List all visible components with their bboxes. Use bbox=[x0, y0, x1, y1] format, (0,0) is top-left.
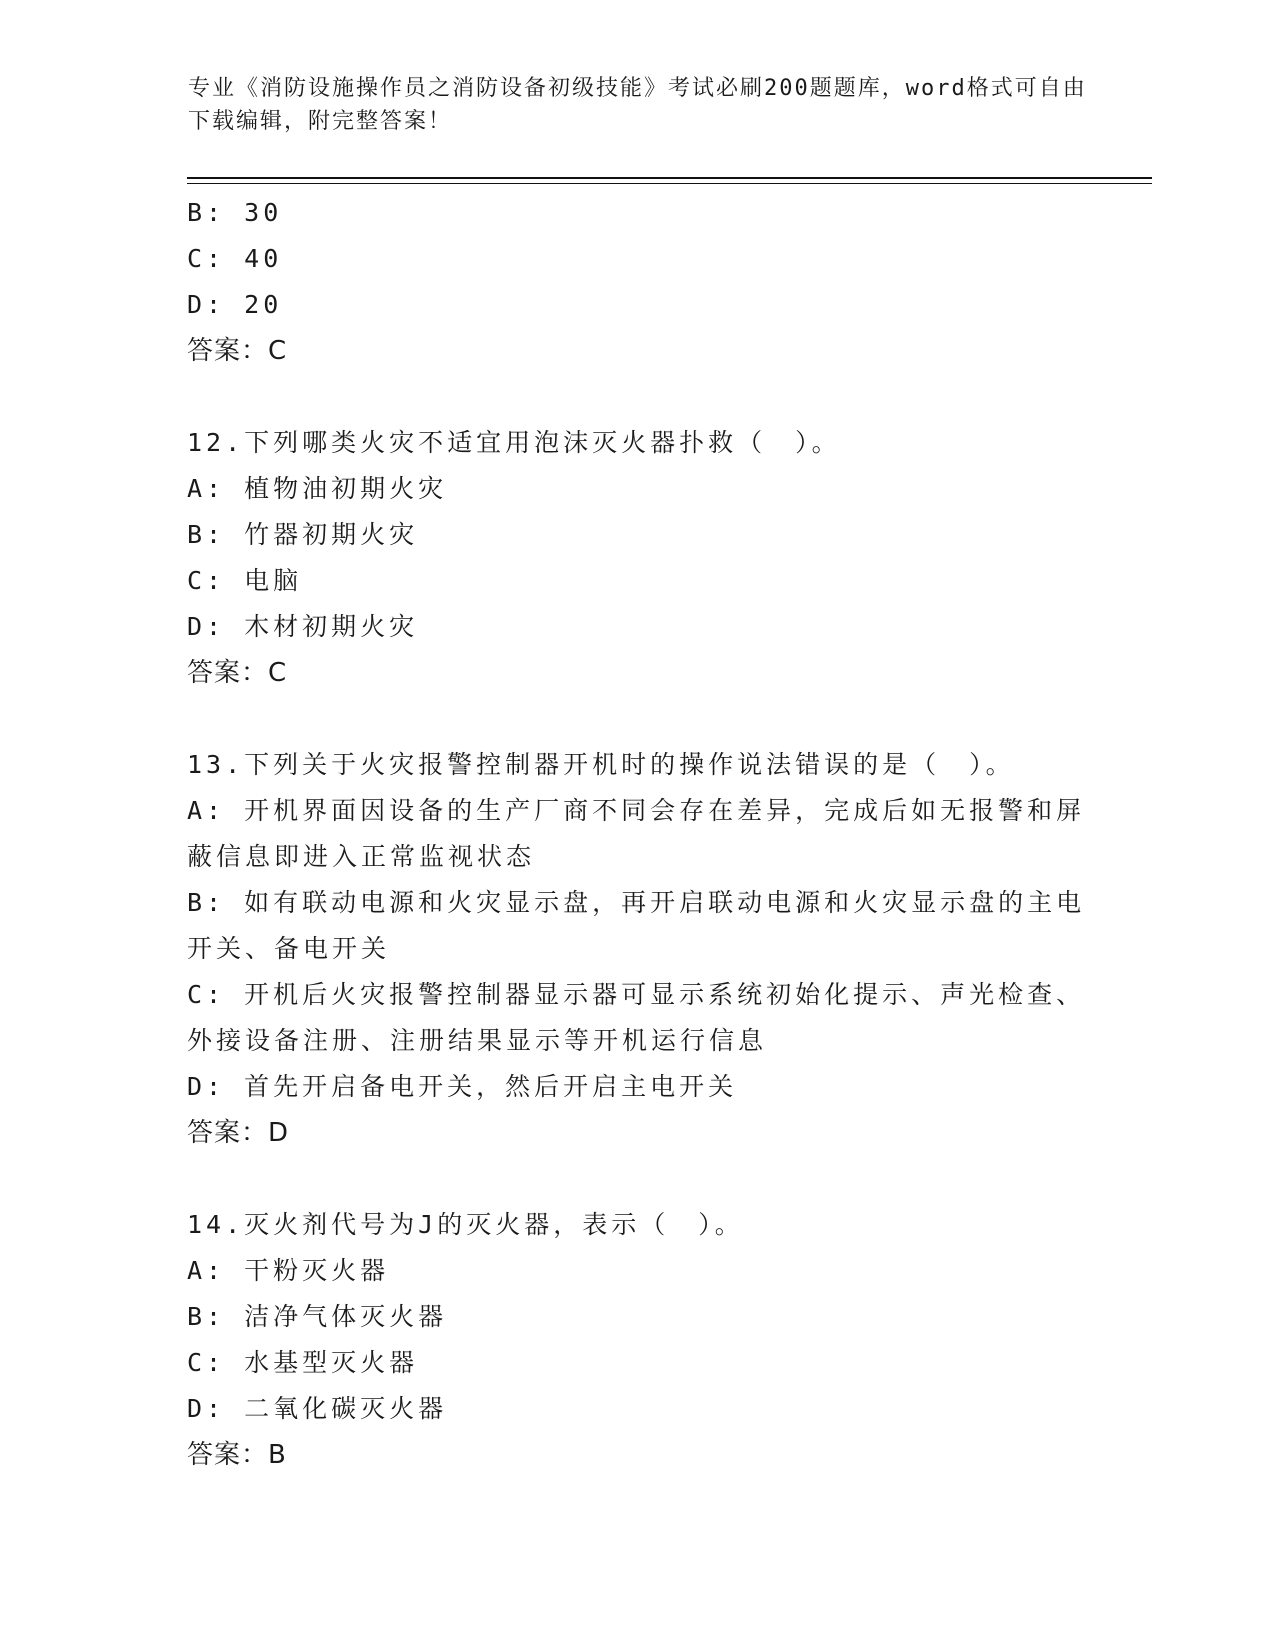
answer-line: 答案：C bbox=[187, 336, 288, 366]
question-12 bbox=[187, 420, 1087, 696]
option-label: A: bbox=[187, 474, 226, 503]
option-row bbox=[187, 1386, 1087, 1432]
option-label: D: bbox=[187, 1072, 226, 1101]
document-content bbox=[187, 190, 1087, 1478]
question-stem: 13.下列关于火灾报警控制器开机时的操作说法错误的是（ ）。 bbox=[187, 750, 1015, 779]
option-text: 40 bbox=[244, 244, 283, 273]
option-text: 开机界面因设备的生产厂商不同会存在差异，完成后如无报警和屏蔽信息即进入正常监视状态 bbox=[187, 796, 1086, 871]
option-text: 洁净气体灭火器 bbox=[244, 1302, 448, 1331]
question-stem: 12.下列哪类火灾不适宜用泡沫灭火器扑救（ ）。 bbox=[187, 428, 841, 457]
option-row bbox=[187, 466, 1087, 512]
option-label: A: bbox=[187, 1256, 226, 1285]
option-text: 植物油初期火灾 bbox=[244, 474, 448, 503]
option-label: A: bbox=[187, 796, 226, 825]
option-label: C: bbox=[187, 980, 226, 1009]
option-text: 开机后火灾报警控制器显示器可显示系统初始化提示、声光检查、外接设备注册、注册结果显示等开机运行信息 bbox=[187, 980, 1086, 1055]
question-14 bbox=[187, 1202, 1087, 1478]
option-row bbox=[187, 1294, 1087, 1340]
option-text: 木材初期火灾 bbox=[244, 612, 419, 641]
option-row bbox=[187, 604, 1087, 650]
spacer bbox=[187, 1156, 1087, 1202]
option-row bbox=[187, 558, 1087, 604]
option-row bbox=[187, 1248, 1087, 1294]
option-label: B: bbox=[187, 1302, 226, 1331]
option-text: 干粉灭火器 bbox=[244, 1256, 390, 1285]
option-label: D: bbox=[187, 612, 226, 641]
option-row bbox=[187, 512, 1087, 558]
option-label: D: bbox=[187, 1394, 226, 1423]
option-label: B: bbox=[187, 198, 226, 227]
option-text: 首先开启备电开关，然后开启主电开关 bbox=[244, 1072, 738, 1101]
spacer bbox=[187, 696, 1087, 742]
page-header bbox=[188, 72, 1088, 138]
option-text: 30 bbox=[244, 198, 283, 227]
option-label: B: bbox=[187, 520, 226, 549]
option-label: C: bbox=[187, 566, 226, 595]
option-row bbox=[187, 880, 1087, 972]
question-stem: 14.灭火剂代号为J的灭火器，表示（ ）。 bbox=[187, 1210, 744, 1239]
option-text: 二氧化碳灭火器 bbox=[244, 1394, 448, 1423]
answer-line: 答案：C bbox=[187, 658, 288, 688]
header-rule-thick bbox=[187, 177, 1152, 179]
option-row bbox=[187, 282, 1087, 328]
option-row bbox=[187, 1064, 1087, 1110]
option-label: C: bbox=[187, 1348, 226, 1377]
option-text: 如有联动电源和火灾显示盘，再开启联动电源和火灾显示盘的主电开关、备电开关 bbox=[187, 888, 1086, 963]
continued-question bbox=[187, 190, 1087, 374]
option-text: 20 bbox=[244, 290, 283, 319]
option-text: 竹器初期火灾 bbox=[244, 520, 419, 549]
option-row bbox=[187, 788, 1087, 880]
option-label: C: bbox=[187, 244, 226, 273]
header-rule-thin bbox=[187, 183, 1152, 184]
option-row bbox=[187, 1340, 1087, 1386]
header-title: 专业《消防设施操作员之消防设备初级技能》考试必刷200题题库，word格式可自由下载编辑，附完整答案！ bbox=[188, 76, 1087, 134]
option-row bbox=[187, 236, 1087, 282]
option-label: B: bbox=[187, 888, 226, 917]
option-text: 电脑 bbox=[244, 566, 303, 595]
question-13 bbox=[187, 742, 1087, 1156]
option-text: 水基型灭火器 bbox=[244, 1348, 419, 1377]
option-row bbox=[187, 972, 1087, 1064]
spacer bbox=[187, 374, 1087, 420]
answer-line: 答案：D bbox=[187, 1118, 290, 1148]
answer-line: 答案：B bbox=[187, 1440, 287, 1470]
option-row bbox=[187, 190, 1087, 236]
option-label: D: bbox=[187, 290, 226, 319]
